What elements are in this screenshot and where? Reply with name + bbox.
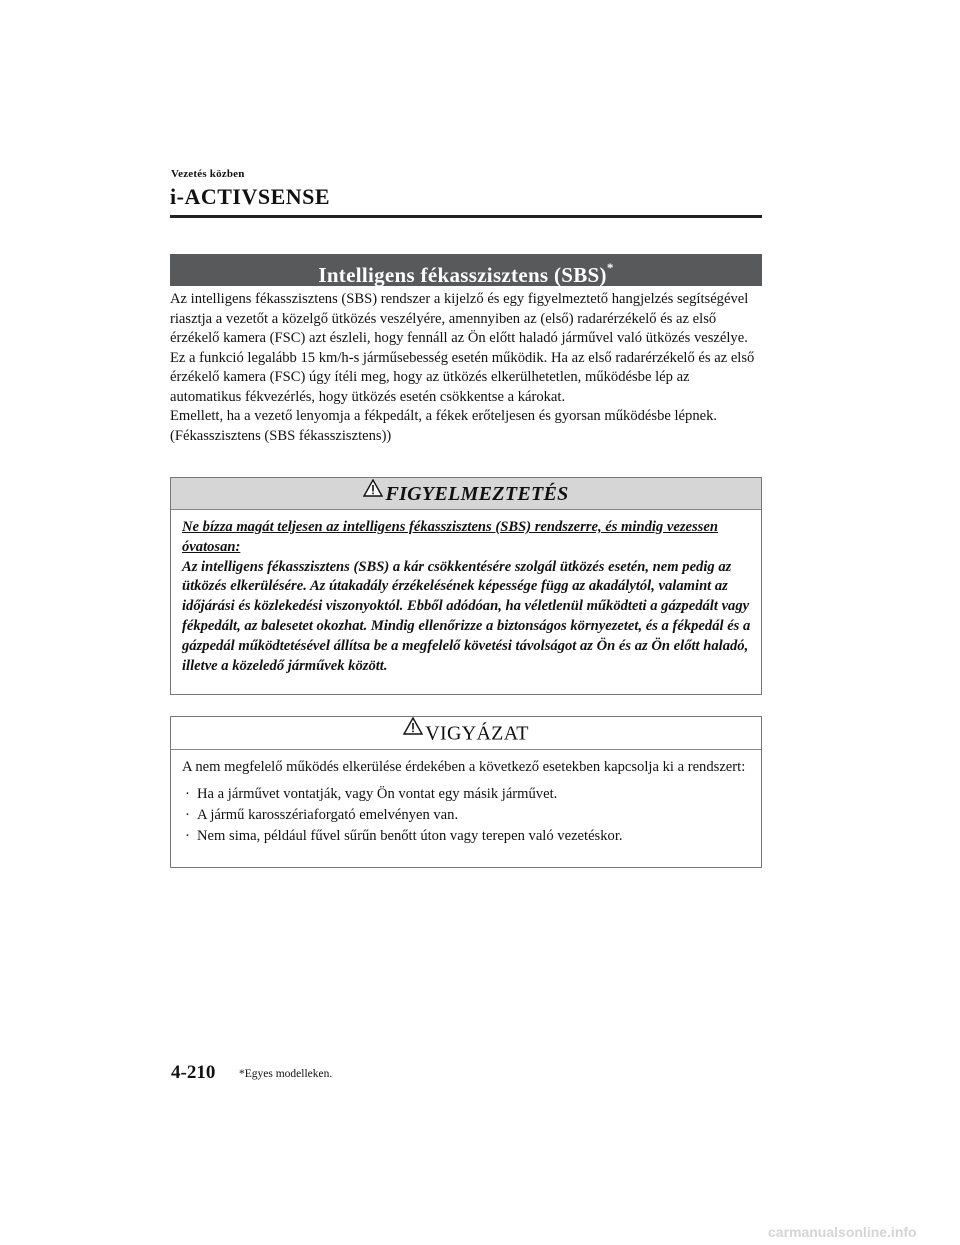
watermark: carmanualsonline.info — [768, 1224, 917, 1240]
warning-text: Az intelligens fékasszisztens (SBS) a kár csökkentésére szolgál ütközés esetén, nem pedig az ütközés elkerülésére. Az útakadály érzékelésének képessége függ az akadálytól, valamint az időjárási és közlekedési viszonyoktól. Ebből adódóan, ha véletlenül működteti a gázpedált vagy fékpedált, az balesetet okozhat. Mindig ellenőrizze a biztonságos környezetet, és a fékpedál és a gázpedál működtetésével állítsa be a megfelelő követési távolságot az Ön és az Ön előtt haladó, illetve a közeledő járművek között. — [182, 558, 751, 674]
chapter-label: Vezetés közben — [171, 168, 245, 180]
bullet-dot: · — [185, 785, 190, 802]
warning-content — [171, 510, 761, 676]
list-item-text: Ha a járművet vontatják, vagy Ön vontat egy másik járművet. — [197, 785, 558, 802]
section-title-bar — [170, 254, 762, 286]
section-asterisk: * — [606, 260, 614, 275]
warning-triangle-icon — [363, 477, 383, 508]
caution-list — [182, 784, 751, 847]
caution-content — [171, 750, 761, 847]
list-item-text: Nem sima, például fűvel sűrűn benőtt úton vagy terepen való vezetéskor. — [197, 827, 623, 844]
bullet-dot: · — [185, 827, 190, 844]
list-item-text: A jármű karosszériaforgató emelvényen van. — [197, 806, 459, 823]
caution-intro: A nem megfelelő működés elkerülése érdekében a következő esetekben kapcsolja ki a rendszert: — [182, 759, 746, 775]
list-item — [182, 805, 751, 826]
page-number: 4-210 — [171, 1062, 216, 1083]
list-item — [182, 826, 751, 847]
caution-header — [171, 717, 761, 750]
caution-box — [170, 716, 762, 868]
bullet-dot: · — [185, 806, 190, 823]
caution-title: VIGYÁZAT — [425, 722, 529, 745]
warning-title: FIGYELMEZTETÉS — [385, 482, 569, 505]
warning-lead: Ne bízza magát teljesen az intelligens fékasszisztens (SBS) rendszerre, és mindig vezessen óvatosan: — [182, 519, 718, 555]
warning-box — [170, 477, 762, 695]
caution-triangle-icon — [403, 715, 423, 747]
header-divider — [170, 215, 762, 218]
footnote: *Egyes modelleken. — [239, 1068, 333, 1080]
body-paragraph-2: Emellett, ha a vezető lenyomja a fékpedált, a fékek erőteljesen és gyorsan működésbe lépnek. (Fékasszisztens (SBS fékasszisztens)) — [170, 408, 718, 444]
list-item — [182, 784, 751, 805]
body-text — [170, 290, 764, 446]
body-paragraph-1: Az intelligens fékasszisztens (SBS) rendszer a kijelző és egy figyelmeztető hangjelzés segítségével riasztja a vezetőt a közelgő ütközés veszélyére, amennyiben az (első) radarérzékelő és az első érzékelő kamera (FSC) azt észleli, hogy fennáll az Ön előtt haladó járművel való ütközés veszélye. Ez a funkció legalább 15 km/h-s járműsebesség esetén működik. Ha az első radarérzékelő és az első érzékelő kamera (FSC) úgy ítéli meg, hogy az ütközés elkerülhetetlen, működésbe lép az automatikus fékvezérlés, hogy ütközés esetén csökkentse a károkat. — [170, 291, 755, 405]
section-title: Intelligens fékasszisztens (SBS) — [318, 263, 607, 287]
page-title: i-ACTIVSENSE — [170, 184, 331, 209]
warning-header — [171, 478, 761, 510]
